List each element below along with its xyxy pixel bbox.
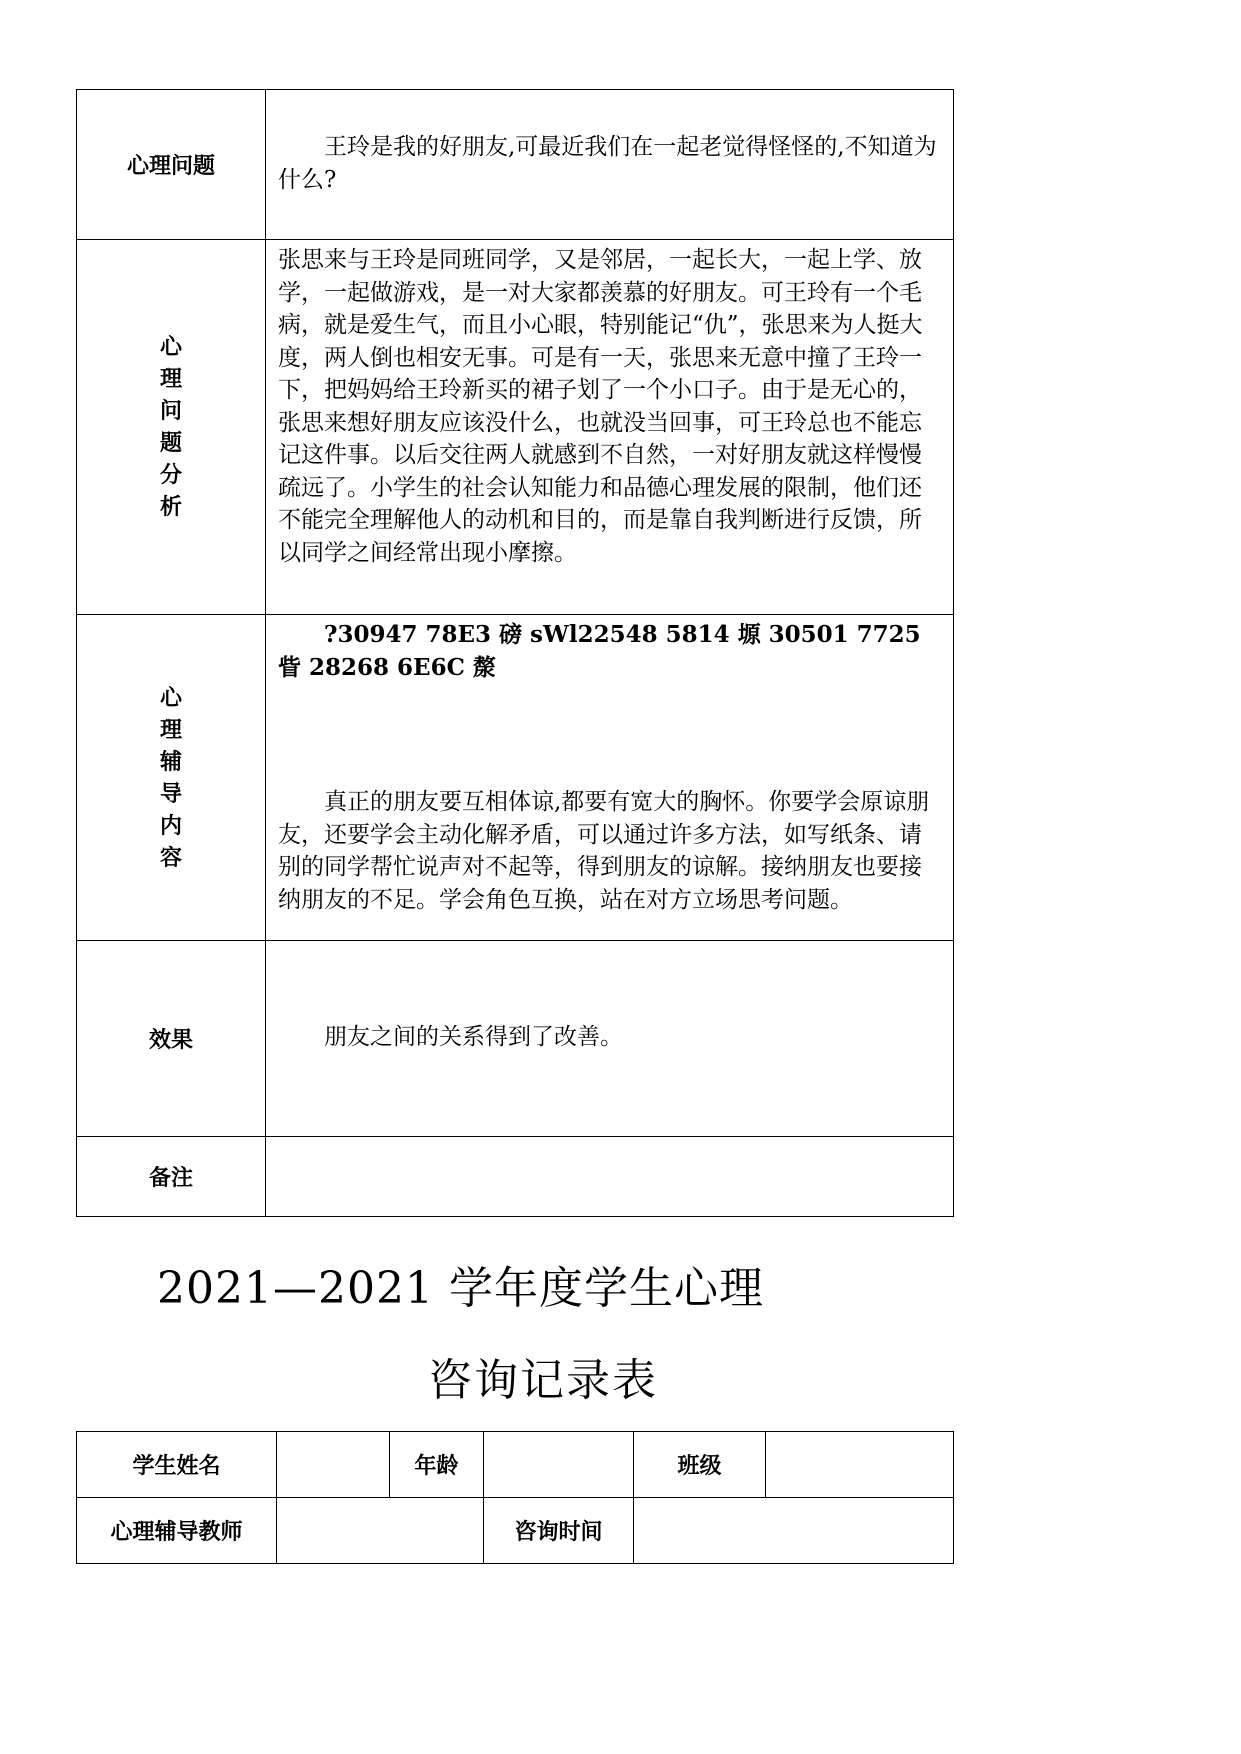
guidance-label-char: 理 [159, 716, 182, 743]
guidance-label-char: 辅 [159, 748, 182, 775]
form-title-line1: 2021—2021 学年度学生心理 [157, 1263, 764, 1314]
teacher-field[interactable] [277, 1498, 484, 1564]
analysis-text-cell [266, 240, 954, 615]
guidance-text-cell [266, 615, 954, 941]
guidance-label [77, 615, 266, 941]
student-name-field[interactable] [277, 1432, 390, 1498]
analysis-label-char: 问 [159, 398, 182, 424]
teacher-label: 心理辅导教师 [77, 1498, 277, 1564]
remark-value[interactable] [266, 1137, 954, 1217]
guidance-label-char: 导 [159, 780, 182, 807]
problem-text-cell [266, 90, 954, 240]
analysis-label-char: 理 [159, 366, 182, 392]
age-field[interactable] [484, 1432, 634, 1498]
student-info-row [77, 1432, 954, 1498]
guidance-label-char: 心 [159, 684, 182, 711]
effect-text-cell [266, 941, 954, 1137]
analysis-text: 张思来与王玲是同班同学，又是邻居，一起长大，一起上学、放学，一起做游戏，是一对大家都羡慕的好朋友。可王玲有一个毛病，就是爱生气，而且小心眼，特别能记“仇”，张思来为人挺大度，两人倒也相安无事。可是有一天，张思来无意中撞了王玲一下，把妈妈给王玲新买的裙子划了一个小口子。由于是无心的，张思来想好朋友应该没什么，也就没当回事，可王玲总也不能忘记这件事。以后交往两人就感到不自然，一对好朋友就这样慢慢疏远了。小学生的社会认知能力和品德心理发展的限制，他们还不能完全理解他人的动机和目的，而是靠自我判断进行反馈，所以同学之间经常出现小摩擦。 [278, 247, 923, 566]
consult-time-label: 咨询时间 [484, 1498, 634, 1564]
effect-row [77, 941, 954, 1137]
student-name-label: 学生姓名 [77, 1432, 277, 1498]
analysis-label-char: 题 [159, 430, 182, 456]
problem-text: 王玲是我的好朋友,可最近我们在一起老觉得怪怪的,不知道为什么? [278, 134, 937, 193]
guidance-row [77, 615, 954, 941]
student-info-table [76, 1431, 954, 1564]
class-label: 班级 [634, 1432, 766, 1498]
guidance-garbled-text: ?30947 78E3 磅 sWl22548 5814 塬 30501 7725 眥 28268 6E6C 漦 [278, 621, 921, 681]
form-title-line2: 咨询记录表 [428, 1355, 658, 1406]
effect-text: 朋友之间的关系得到了改善。 [324, 1024, 623, 1051]
analysis-label-char: 心 [159, 334, 182, 360]
guidance-spacer [278, 684, 943, 786]
guidance-label-char: 内 [159, 812, 182, 839]
age-label: 年龄 [390, 1432, 484, 1498]
consult-time-field[interactable] [634, 1498, 954, 1564]
remark-row [77, 1137, 954, 1217]
analysis-label [77, 240, 266, 615]
problem-row [77, 90, 954, 240]
problem-label: 心理问题 [77, 90, 266, 240]
analysis-label-char: 分 [159, 462, 182, 488]
teacher-info-row [77, 1498, 954, 1564]
consultation-record-table [76, 89, 954, 1217]
guidance-label-char: 容 [159, 844, 182, 871]
remark-label: 备注 [77, 1137, 266, 1217]
analysis-label-char: 析 [159, 494, 182, 520]
effect-label: 效果 [77, 941, 266, 1137]
guidance-text: 真正的朋友要互相体谅,都要有宽大的胸怀。你要学会原谅朋友，还要学会主动化解矛盾，可以通过许多方法，如写纸条、请别的同学帮忙说声对不起等，得到朋友的谅解。接纳朋友也要接纳朋友的不足。学会角色互换，站在对方立场思考问题。 [278, 789, 930, 913]
analysis-row [77, 240, 954, 615]
class-field[interactable] [766, 1432, 954, 1498]
